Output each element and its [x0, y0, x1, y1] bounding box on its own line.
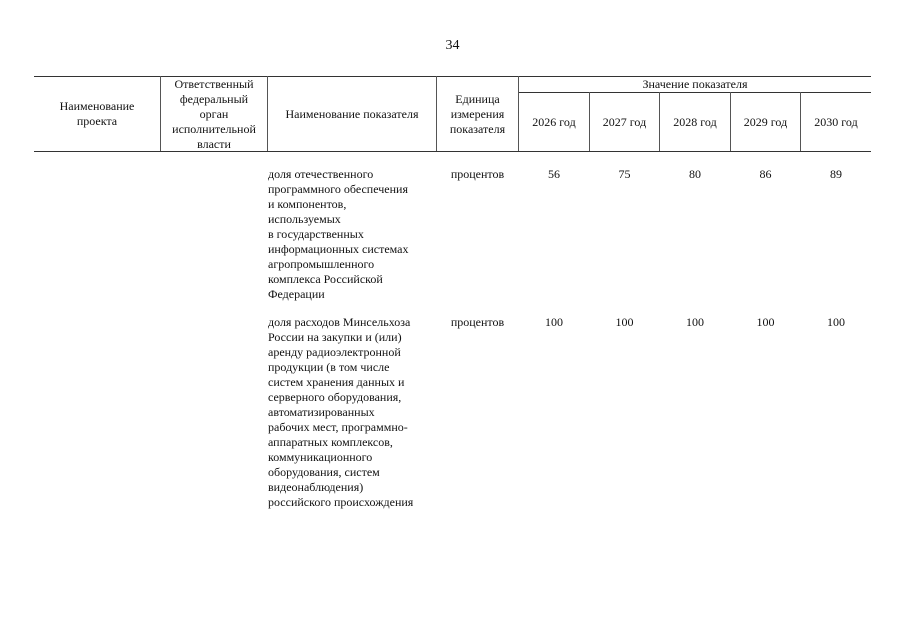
row-value-2029: 100: [756, 315, 775, 329]
row-value-2027: 75: [618, 167, 631, 181]
header-year-2029: 2029 год: [743, 114, 788, 129]
page-number: 34: [445, 38, 460, 53]
row-value-2028: 100: [686, 315, 704, 329]
header-indicator-name: Наименование показателя: [285, 106, 419, 121]
header-responsible-body: Ответственный федеральный орган исполнительной власти: [172, 76, 256, 151]
header-year-2027: 2027 год: [602, 114, 647, 129]
header-bottom-border: [34, 151, 871, 152]
row-value-2030: 100: [827, 315, 845, 329]
header-project-name: Наименование проекта: [59, 99, 135, 128]
header-year-2030: 2030 год: [814, 114, 858, 129]
row-indicator-name: доля расходов Минсельхоза России на закупки и (или) аренду радиоэлектронной продукции (в том числе систем хранения данных и серверного оборудования, автоматизированных рабочих мест, программно- аппаратных комплексов, коммуникационного оборудования, систем видеонаблюдения) российского происхождения: [268, 315, 414, 509]
header-year-2028: 2028 год: [673, 114, 717, 129]
header-unit: Единица измерения показателя: [449, 91, 506, 136]
row-value-2027: 100: [615, 315, 634, 329]
row-value-2026: 100: [545, 315, 563, 329]
row-indicator-name: доля отечественного программного обеспечения и компонентов, используемых в государственных информационных системах агропромышленного комплекса Российской Федерации: [268, 167, 409, 301]
row-unit: процентов: [450, 167, 505, 181]
row-value-2029: 86: [759, 167, 772, 181]
row-value-2030: 89: [830, 167, 842, 181]
header-values-group: Значение показателя: [642, 77, 748, 91]
row-unit: процентов: [450, 315, 505, 329]
row-value-2026: 56: [548, 167, 560, 181]
header-year-2026: 2026 год: [532, 114, 576, 129]
row-value-2028: 80: [689, 167, 701, 181]
